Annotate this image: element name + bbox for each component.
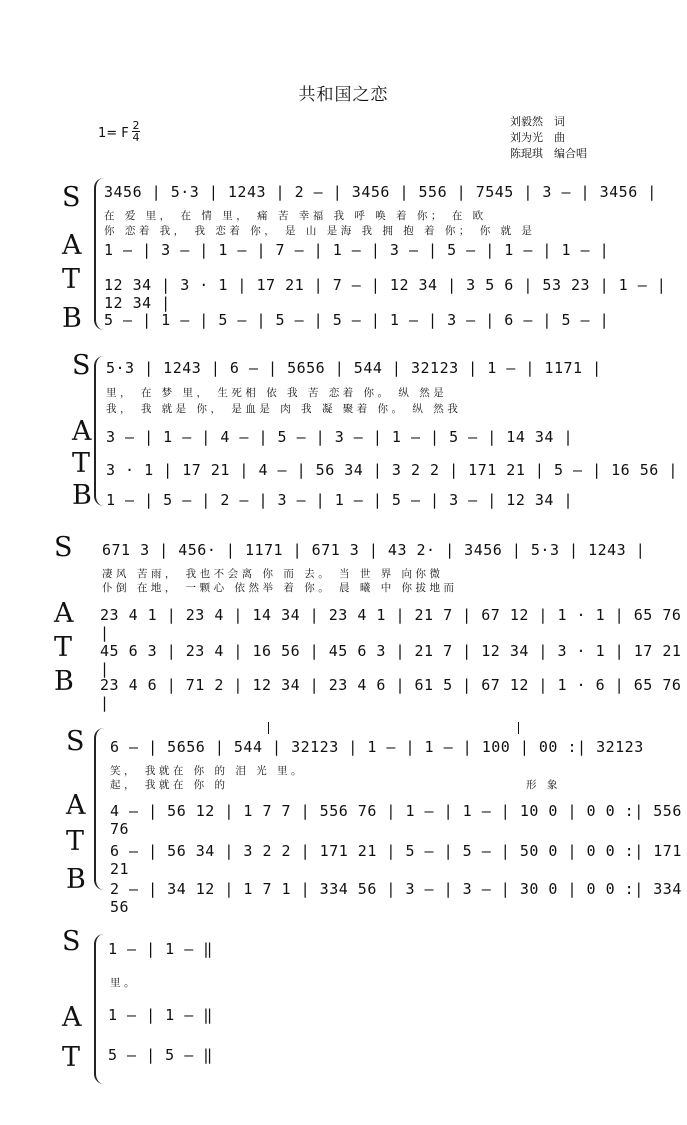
credits: [510, 114, 587, 162]
lyric-verse-1: 里。: [110, 977, 138, 989]
alto-notes: 1 — | 3 — | 1 — | 7 — | 1 — | 3 — | 5 — | 1 — | 1 — |: [104, 241, 610, 259]
part-label-alto: A: [62, 1002, 82, 1033]
lyric-verse-2: 起， 我就在 你 的: [110, 779, 229, 791]
tenor-notes: 6 — | 56 34 | 3 2 2 | 171 21 | 5 — | 5 — | 50 0 | 0 0 :| 171 21: [110, 842, 682, 878]
lyric-verse-1: 在 爱 里， 在 情 里， 痛 苦 幸福 我 呼 唤 着 你； 在 欧: [104, 210, 487, 222]
lyricist-credit: 刘毅然 词: [510, 115, 565, 128]
part-label-tenor: T: [54, 632, 73, 663]
tenor-notes: 3 · 1 | 17 21 | 4 — | 56 34 | 3 2 2 | 171 21 | 5 — | 16 56 |: [106, 461, 678, 479]
part-label-soprano: S: [62, 182, 81, 213]
soprano-notes: 6 — | 5656 | 544 | 32123 | 1 — | 1 — | 100 | 00 :| 32123: [110, 738, 644, 756]
bass-notes: 1 — | 5 — | 2 — | 3 — | 1 — | 5 — | 3 — | 12 34 |: [106, 491, 574, 509]
part-label-bass: B: [72, 480, 92, 511]
bass-notes: 23 4 6 | 71 2 | 12 34 | 23 4 6 | 61 5 | 67 12 | 1 · 6 | 65 76 |: [100, 676, 682, 712]
part-label-alto: A: [54, 598, 74, 629]
tenor-notes: 45 6 3 | 23 4 | 16 56 | 45 6 3 | 21 7 | 12 34 | 3 · 1 | 17 21 |: [100, 642, 682, 678]
system-brace: [94, 934, 104, 1084]
time-signature-top: 2: [132, 119, 140, 132]
soprano-notes: 5·3 | 1243 | 6 — | 5656 | 544 | 32123 | 1 — | 1171 |: [106, 359, 602, 377]
alto-notes: 23 4 1 | 23 4 | 14 34 | 23 4 1 | 21 7 | 67 12 | 1 · 1 | 65 76 |: [100, 606, 682, 642]
alto-notes: 1 — | 1 — ‖: [108, 1006, 213, 1024]
system-brace: [94, 178, 104, 330]
composer-credit: 刘为光 曲: [510, 131, 565, 144]
lyric-verse-1: 凄风 苦雨， 我也不会离 你 而 去。 当 世 界 向你微: [102, 568, 444, 580]
part-label-tenor: T: [72, 448, 91, 479]
time-signature: [132, 120, 140, 143]
part-label-soprano: S: [54, 532, 73, 563]
lyric-verse-1: 里， 在 梦 里， 生死相 依 我 苦 恋着 你。 纵 然是: [106, 387, 448, 399]
key-signature: 1= F: [98, 126, 129, 141]
part-label-alto: A: [62, 230, 82, 261]
alto-notes: 3 — | 1 — | 4 — | 5 — | 3 — | 1 — | 5 — | 14 34 |: [106, 428, 574, 446]
song-title: 共和国之恋: [298, 85, 389, 105]
part-label-tenor: T: [62, 264, 81, 295]
soprano-notes: 1 — | 1 — ‖: [108, 940, 213, 958]
system-brace: [94, 356, 104, 506]
time-signature-bottom: 4: [132, 131, 140, 144]
system-brace: [94, 728, 104, 890]
lyric-verse-2: 我， 我 就是 你， 是血是 肉 我 凝 聚着 你。 纵 然我: [106, 403, 462, 415]
lyric-verse-2-ending: 形 象: [526, 779, 561, 791]
lyric-verse-1: 笑， 我就在 你 的 泪 光 里。: [110, 765, 306, 777]
part-label-bass: B: [66, 864, 86, 895]
volta-bracket-second: [518, 722, 519, 734]
part-label-tenor: T: [66, 826, 85, 857]
part-label-tenor: T: [62, 1042, 81, 1073]
soprano-notes: 3456 | 5·3 | 1243 | 2 — | 3456 | 556 | 7545 | 3 — | 3456 |: [104, 183, 657, 201]
part-label-alto: A: [72, 416, 92, 447]
bass-notes: 5 — | 1 — | 5 — | 5 — | 5 — | 1 — | 3 — | 6 — | 5 — |: [104, 311, 610, 329]
part-label-soprano: S: [66, 726, 85, 757]
part-label-alto: A: [66, 790, 86, 821]
soprano-notes: 671 3 | 456· | 1171 | 671 3 | 43 2· | 3456 | 5·3 | 1243 |: [102, 541, 646, 559]
part-label-soprano: S: [72, 350, 91, 381]
volta-bracket-start: [268, 722, 269, 734]
arranger-credit: 陈琨琪 编合唱: [510, 147, 587, 160]
part-label-bass: B: [54, 666, 74, 697]
tenor-notes: 12 34 | 3 · 1 | 17 21 | 7 — | 12 34 | 3 5 6 | 53 23 | 1 — | 12 34 |: [104, 276, 667, 312]
part-label-bass: B: [62, 303, 82, 334]
lyric-verse-2: 你 恋着 我， 我 恋着 你， 是 山 是海 我 拥 抱 着 你； 你 就 是: [104, 225, 536, 237]
alto-notes: 4 — | 56 12 | 1 7 7 | 556 76 | 1 — | 1 — | 10 0 | 0 0 :| 556 76: [110, 802, 682, 838]
tenor-notes: 5 — | 5 — ‖: [108, 1046, 213, 1064]
lyric-verse-2: 仆倒 在地， 一颗心 依然举 着 你。 晨 曦 中 你拔地而: [102, 582, 458, 594]
bass-notes: 2 — | 34 12 | 1 7 1 | 334 56 | 3 — | 3 — | 30 0 | 0 0 :| 334 56: [110, 880, 682, 916]
part-label-soprano: S: [62, 926, 81, 957]
